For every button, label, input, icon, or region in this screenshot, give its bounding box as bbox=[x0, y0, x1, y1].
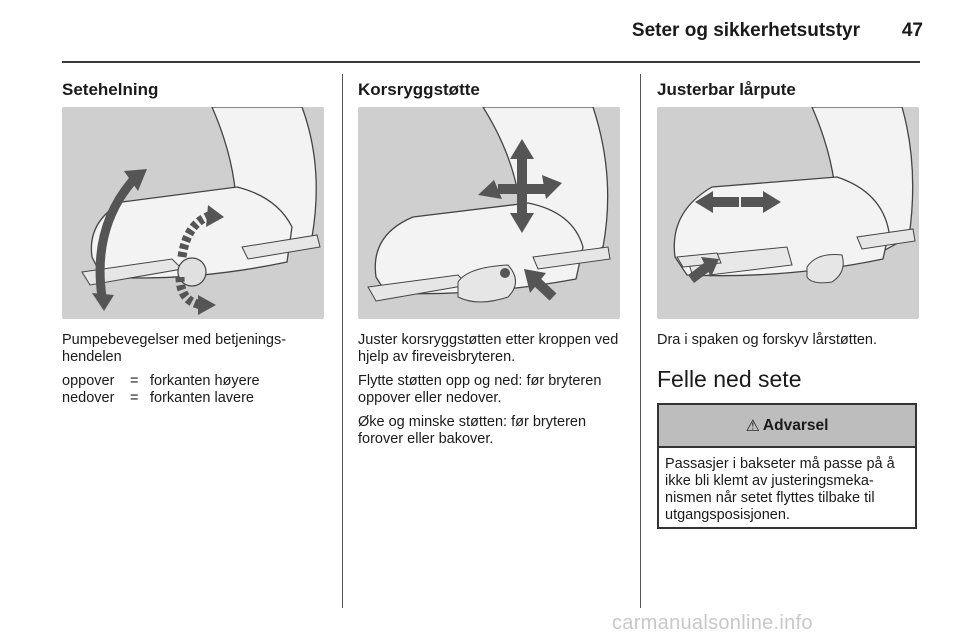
section-heading-seat-tilt: Setehelning bbox=[62, 80, 159, 99]
definition-term: oppover bbox=[62, 373, 115, 389]
running-header-title: Seter og sikkerhetsutstyr bbox=[631, 20, 860, 41]
paragraph: Øke og minske støtten: før bryteren forover eller bakover. bbox=[358, 414, 587, 447]
paragraph: Juster korsryggstøtten etter kroppen ved hjelp av fireveisbryteren. bbox=[358, 332, 619, 365]
definition-term: nedover bbox=[62, 390, 115, 406]
warning-title: Advarsel bbox=[762, 416, 829, 434]
section-heading-lumbar-support: Korsryggstøtte bbox=[358, 80, 480, 99]
seat-tilt-text bbox=[62, 332, 324, 407]
thigh-support-illustration bbox=[657, 107, 919, 319]
column-divider bbox=[342, 74, 343, 608]
section-heading-thigh-support: Justerbar lårpute bbox=[657, 80, 796, 99]
warning-text: Passasjer i bakseter må passe på å ikke bli klemt av justeringsmeka-nismen når setet flyttes tilbake til utgangsposisjonen. bbox=[665, 456, 895, 523]
watermark: carmanualsonline.info bbox=[612, 612, 813, 634]
definition-separator: = bbox=[130, 373, 139, 389]
definition-table bbox=[62, 373, 260, 407]
paragraph: Pumpebevegelser med betjenings-hendelen bbox=[62, 332, 287, 365]
definition-row bbox=[62, 390, 260, 407]
seat-tilt-illustration bbox=[62, 107, 324, 319]
warning-triangle-icon: ⚠ bbox=[745, 417, 760, 435]
lumbar-support-text bbox=[358, 332, 628, 455]
header-rule bbox=[62, 61, 920, 63]
page-number: 47 bbox=[901, 20, 923, 41]
definition-separator: = bbox=[130, 390, 139, 406]
lumbar-support-illustration bbox=[358, 107, 620, 319]
definition-row bbox=[62, 373, 260, 390]
warning-box bbox=[657, 403, 917, 529]
warning-header bbox=[659, 405, 915, 448]
definition-description: forkanten lavere bbox=[150, 390, 254, 406]
definition-description: forkanten høyere bbox=[150, 373, 260, 389]
column-divider bbox=[640, 74, 641, 608]
thigh-support-text bbox=[657, 332, 919, 356]
paragraph: Dra i spaken og forskyv lårstøtten. bbox=[657, 332, 877, 348]
paragraph: Flytte støtten opp og ned: før bryteren oppover eller nedover. bbox=[358, 373, 602, 406]
section-heading-fold-seat: Felle ned sete bbox=[657, 366, 802, 392]
